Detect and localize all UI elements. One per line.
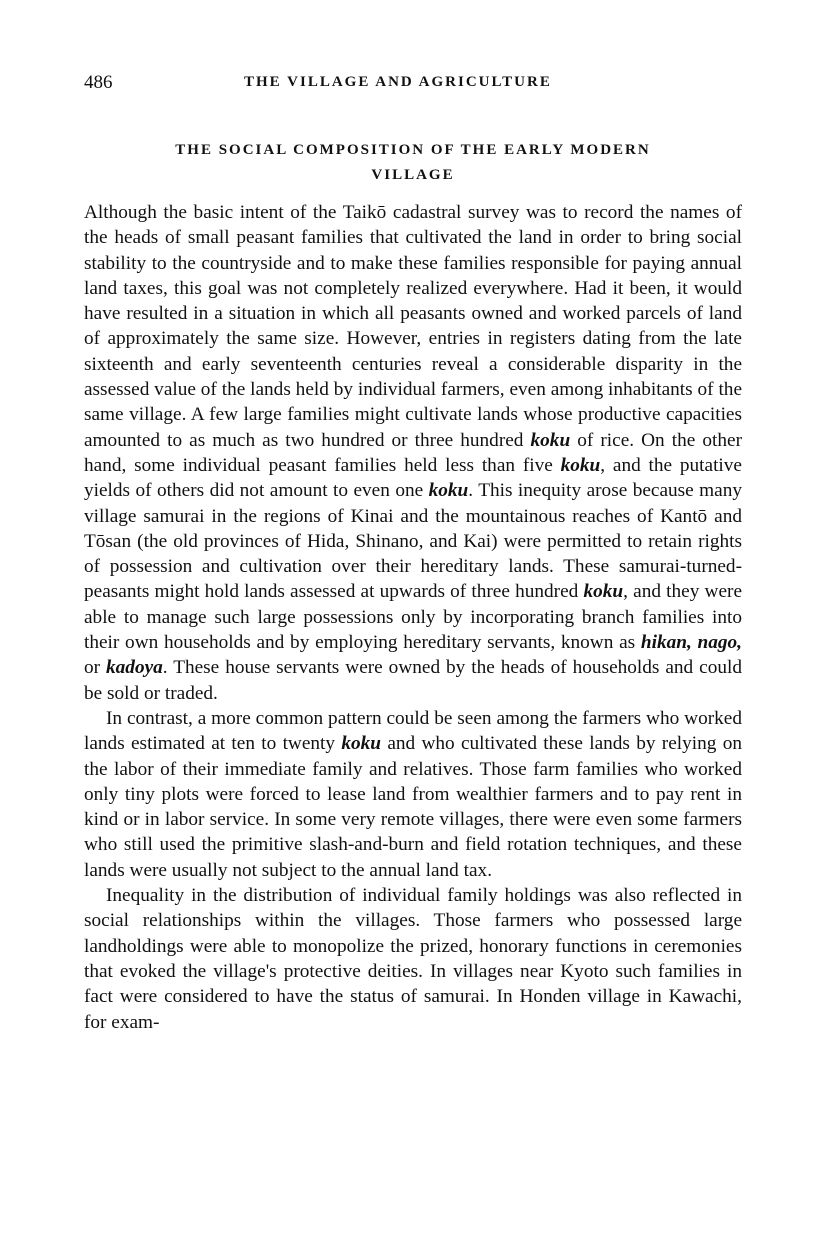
term-koku: koku [428,480,469,502]
term-kadoya: kadoya [106,657,163,679]
paragraph-text: . This inequity arose because many village samurai in the regions of Kinai and the mountainous reaches of Kantō and Tōsan (the old provinces of Hida, Shinano, and Kai) were permitted to retain rights of possession and cultivation over their hereditary lands. These samurai-turned-peasants might hold lands assessed at upwards of three hundred [84,480,743,603]
running-title: THE VILLAGE AND AGRICULTURE [244,74,552,90]
paragraph-3 [84,883,742,1035]
body-text [84,200,742,1035]
section-heading-line-2: VILLAGE [371,167,455,183]
paragraph-text: . These house servants were owned by the heads of households and could be sold or traded. [84,657,742,704]
page-number: 486 [84,72,113,93]
paragraph-text: of rice. On the other hand, some individual peasant families held less than five [84,429,742,476]
paragraph-text: or [84,657,107,679]
paragraph-1 [84,200,742,706]
term-hikan-nago: hikan, nago, [640,632,742,654]
paragraph-text: Although the basic intent of the Taikō cadastral survey was to record the names of the heads of small peasant families that cultivated the land in order to bring social stability to the countryside and to make these families responsible for paying annual land taxes, this goal was not completely realized everywhere. Had it been, it would have resulted in a situation in which all peasants owned and worked parcels of land of approximately the same size. However, entries in registers dating from the late sixteenth and early seventeenth centuries reveal a considerable disparity in the assessed value of the lands held by individual farmers, even among inhabitants of the same village. A few large families might cultivate lands whose productive capacities amounted to as much as two hundred or three hundred [84,202,742,451]
section-heading [84,138,742,188]
paragraph-text: and who cultivated these lands by relying on the labor of their immediate family and relatives. Those farm families who worked only tiny plots were forced to lease land from wealthier farmers and to pay rent in kind or in labor service. In some very remote villages, there were even some farmers who still used the primitive slash-and-burn and field rotation techniques, and these lands were usually not subject to the annual land tax. [84,733,742,881]
paragraph-text: , and they were able to manage such large possessions only by incorporating branch families into their own households and by employing hereditary servants, known as [84,581,743,654]
term-koku: koku [530,429,571,451]
paragraph-text: In contrast, a more common pattern could be seen among the farmers who worked lands estimated at ten to twenty [84,707,742,755]
paragraph-text: Inequality in the distribution of individual family holdings was also reflected in social relationships within the villages. Those farmers who possessed large landholdings were able to monopolize the prized, honorary functions in ceremonies that evoked the village's protective deities. In villages near Kyoto such families in fact were considered to have the status of samurai. In Honden village in Kawachi, for exam- [84,885,742,1033]
paragraph-2 [84,706,742,883]
term-koku: koku [583,581,624,603]
term-koku: koku [560,454,601,476]
running-head [84,72,742,96]
paragraph-text: , and the putative yields of others did not amount to even one [84,454,742,502]
term-koku: koku [341,733,382,755]
section-heading-line-1: THE SOCIAL COMPOSITION OF THE EARLY MODERN [175,142,651,158]
